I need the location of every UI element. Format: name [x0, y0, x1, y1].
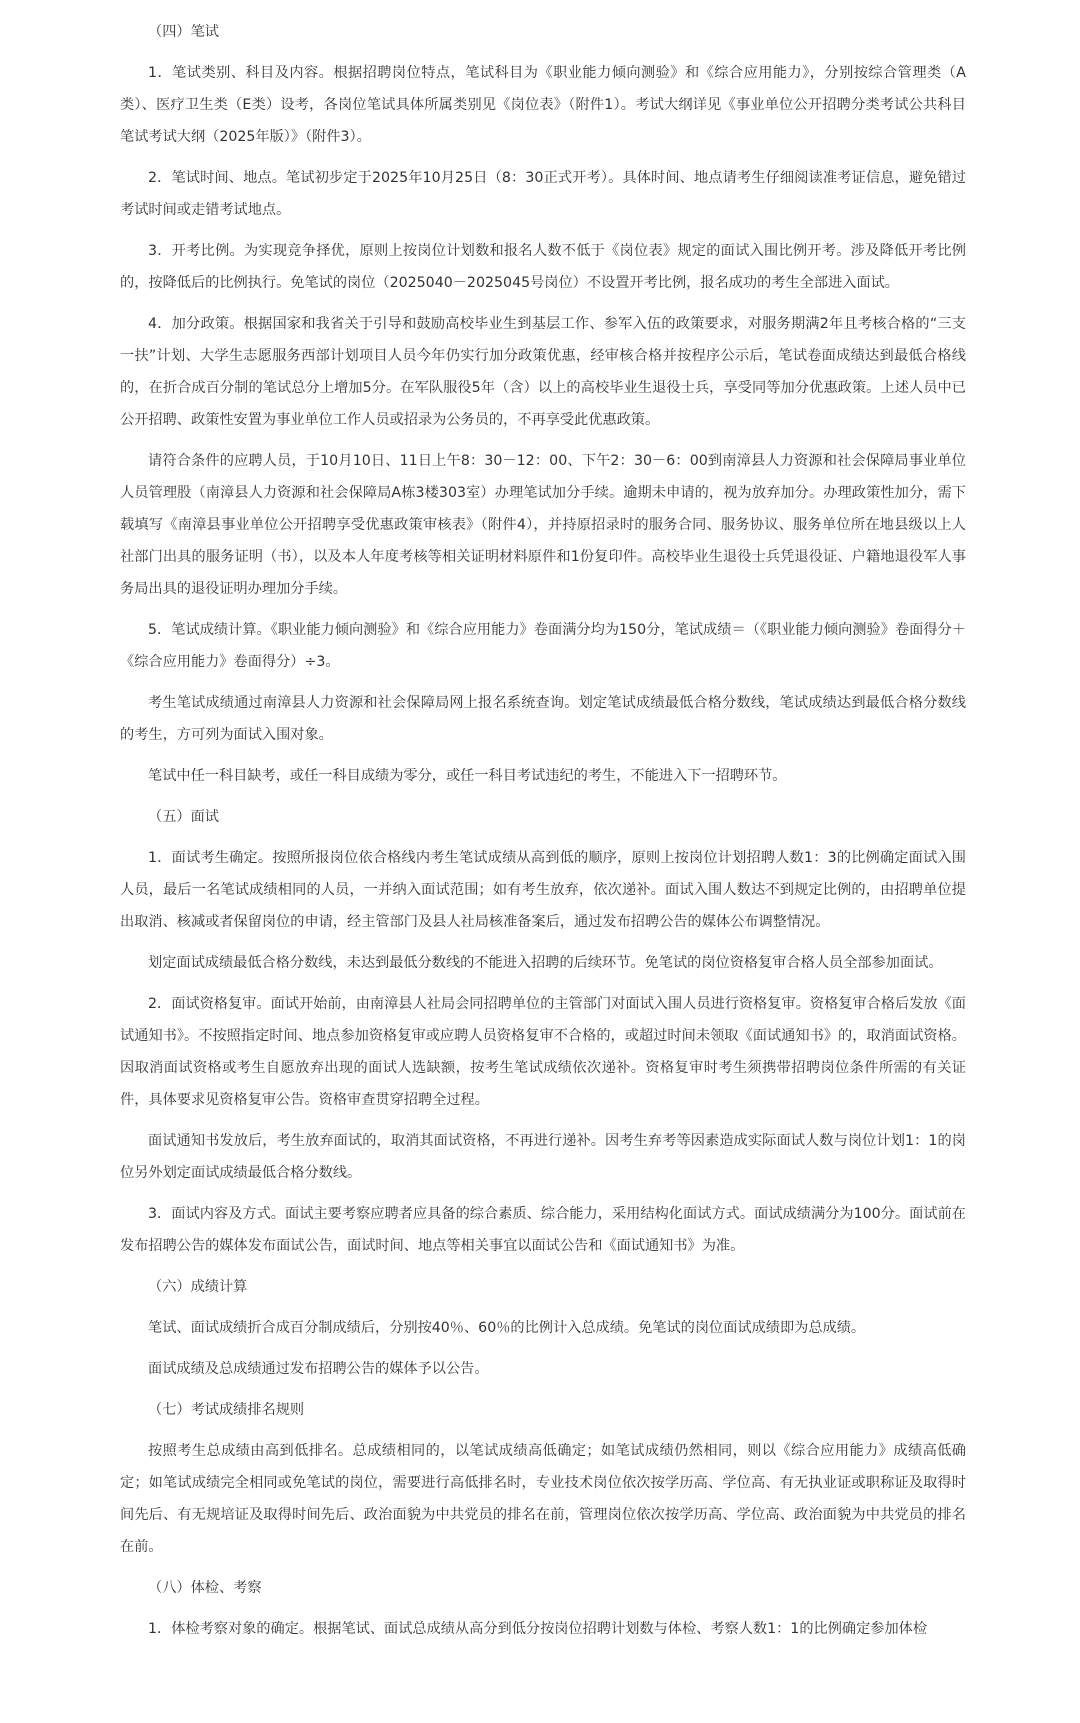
- paragraph-interview-notice: 面试通知书发放后，考生放弃面试的，取消其面试资格，不再进行递补。因考生弃考等因素造成实际面试人数与岗位计划1：1的岗位另外划定面试成绩最低合格分数线。: [120, 1133, 966, 1181]
- paragraph-ranking-rules: 按照考生总成绩由高到低排名。总成绩相同的，以笔试成绩高低确定；如笔试成绩仍然相同，则以《综合应用能力》成绩高低确定；如笔试成绩完全相同或免笔试的岗位，需要进行高低排名时，专业技术岗位依次按学历高、学位高、有无执业证或职称证及取得时间先后、有无规培证及取得时间先后、政治面貌为中共党员的排名在前，管理岗位依次按学历高、学位高、政治面貌为中共党员的排名在前。: [120, 1443, 966, 1555]
- paragraph-interview-cutoff: 划定面试成绩最低合格分数线，未达到最低分数线的不能进入招聘的后续环节。免笔试的岗位资格复审合格人员全部参加面试。: [148, 955, 943, 971]
- paragraph-interview-qualification: 2．面试资格复审。面试开始前，由南漳县人社局会同招聘单位的主管部门对面试入围人员进行资格复审。资格复审合格后发放《面试通知书》。不按照指定时间、地点参加资格复审或应聘人员资格复审不合格的，或超过时间未领取《面试通知书》的，取消面试资格。因取消面试资格或考生自愿放弃出现的面试人选缺额，按考生笔试成绩依次递补。资格复审时考生须携带招聘岗位条件所需的有关证件，具体要求见资格复审公告。资格审查贯穿招聘全过程。: [120, 996, 966, 1108]
- paragraph-total-score: 笔试、面试成绩折合成百分制成绩后，分别按40％、60％的比例计入总成绩。免笔试的岗位面试成绩即为总成绩。: [148, 1320, 866, 1336]
- paragraph-absence-rule: 笔试中任一科目缺考，或任一科目成绩为零分，或任一科目考试违纪的考生，不能进入下一招聘环节。: [148, 768, 787, 784]
- paragraph-written-exam-subjects: 1．笔试类别、科目及内容。根据招聘岗位特点，笔试科目为《职业能力倾向测验》和《综合应用能力》，分别按综合管理类（A类）、医疗卫生类（E类）设考，各岗位笔试具体所属类别见《岗位表》（附件1）。考试大纲详见《事业单位公开招聘分类考试公共科目笔试考试大纲（2025年版）》（附件3）。: [120, 65, 966, 145]
- paragraph-score-query: 考生笔试成绩通过南漳县人力资源和社会保障局网上报名系统查询。划定笔试成绩最低合格分数线，笔试成绩达到最低合格分数线的考生，方可列为面试入围对象。: [120, 695, 966, 743]
- section-heading-7: （七）考试成绩排名规则: [148, 1402, 305, 1418]
- paragraph-score-calculation: 5．笔试成绩计算。《职业能力倾向测验》和《综合应用能力》卷面满分均为150分，笔试成绩＝（《职业能力倾向测验》卷面得分＋《综合应用能力》卷面得分）÷3。: [120, 622, 966, 670]
- section-heading-4: （四）笔试: [148, 24, 219, 40]
- section-heading-5: （五）面试: [148, 809, 219, 825]
- paragraph-score-announcement: 面试成绩及总成绩通过发布招聘公告的媒体予以公告。: [148, 1361, 489, 1377]
- section-heading-8: （八）体检、考察: [148, 1580, 262, 1596]
- paragraph-physical-exam: 1．体检考察对象的确定。根据笔试、面试总成绩从高分到低分按岗位招聘计划数与体检、考察人数1：1的比例确定参加体检: [148, 1621, 928, 1637]
- paragraph-bonus-policy: 4．加分政策。根据国家和我省关于引导和鼓励高校毕业生到基层工作、参军入伍的政策要求，对服务期满2年且考核合格的“三支一扶”计划、大学生志愿服务西部计划项目人员今年仍实行加分政策优惠，经审核合格并按程序公示后，笔试卷面成绩达到最低合格线的，在折合成百分制的笔试总分上增加5分。在军队服役5年（含）以上的高校毕业生退役士兵，享受同等加分优惠政策。上述人员中已公开招聘、政策性安置为事业单位工作人员或招录为公务员的，不再享受此优惠政策。: [120, 316, 966, 428]
- section-heading-6: （六）成绩计算: [148, 1279, 248, 1295]
- paragraph-exam-ratio: 3．开考比例。为实现竞争择优，原则上按岗位计划数和报名人数不低于《岗位表》规定的面试入围比例开考。涉及降低开考比例的，按降低后的比例执行。免笔试的岗位（2025040－2025045号岗位）不设置开考比例，报名成功的考生全部进入面试。: [120, 243, 966, 291]
- paragraph-interview-content: 3．面试内容及方式。面试主要考察应聘者应具备的综合素质、综合能力，采用结构化面试方式。面试成绩满分为100分。面试前在发布招聘公告的媒体发布面试公告，面试时间、地点等相关事宜以面试公告和《面试通知书》为准。: [120, 1206, 966, 1254]
- paragraph-bonus-procedure: 请符合条件的应聘人员，于10月10日、11日上午8：30－12：00、下午2：30－6：00到南漳县人力资源和社会保障局事业单位人员管理股（南漳县人力资源和社会保障局A栋3楼303室）办理笔试加分手续。逾期未申请的，视为放弃加分。办理政策性加分，需下载填写《南漳县事业单位公开招聘享受优惠政策审核表》（附件4），并持原招录时的服务合同、服务协议、服务单位所在地县级以上人社部门出具的服务证明（书），以及本人年度考核等相关证明材料原件和1份复印件。高校毕业生退役士兵凭退役证、户籍地退役军人事务局出具的退役证明办理加分手续。: [120, 453, 966, 597]
- paragraph-interview-candidates: 1．面试考生确定。按照所报岗位依合格线内考生笔试成绩从高到低的顺序，原则上按岗位计划招聘人数1：3的比例确定面试入围人员，最后一名笔试成绩相同的人员，一并纳入面试范围；如有考生放弃，依次递补。面试入围人数达不到规定比例的，由招聘单位提出取消、核减或者保留岗位的申请，经主管部门及县人社局核准备案后，通过发布招聘公告的媒体公布调整情况。: [120, 850, 966, 930]
- article-body: [120, 0, 966, 1645]
- paragraph-written-exam-time: 2．笔试时间、地点。笔试初步定于2025年10月25日（8：30正式开考）。具体时间、地点请考生仔细阅读准考证信息，避免错过考试时间或走错考试地点。: [120, 170, 966, 218]
